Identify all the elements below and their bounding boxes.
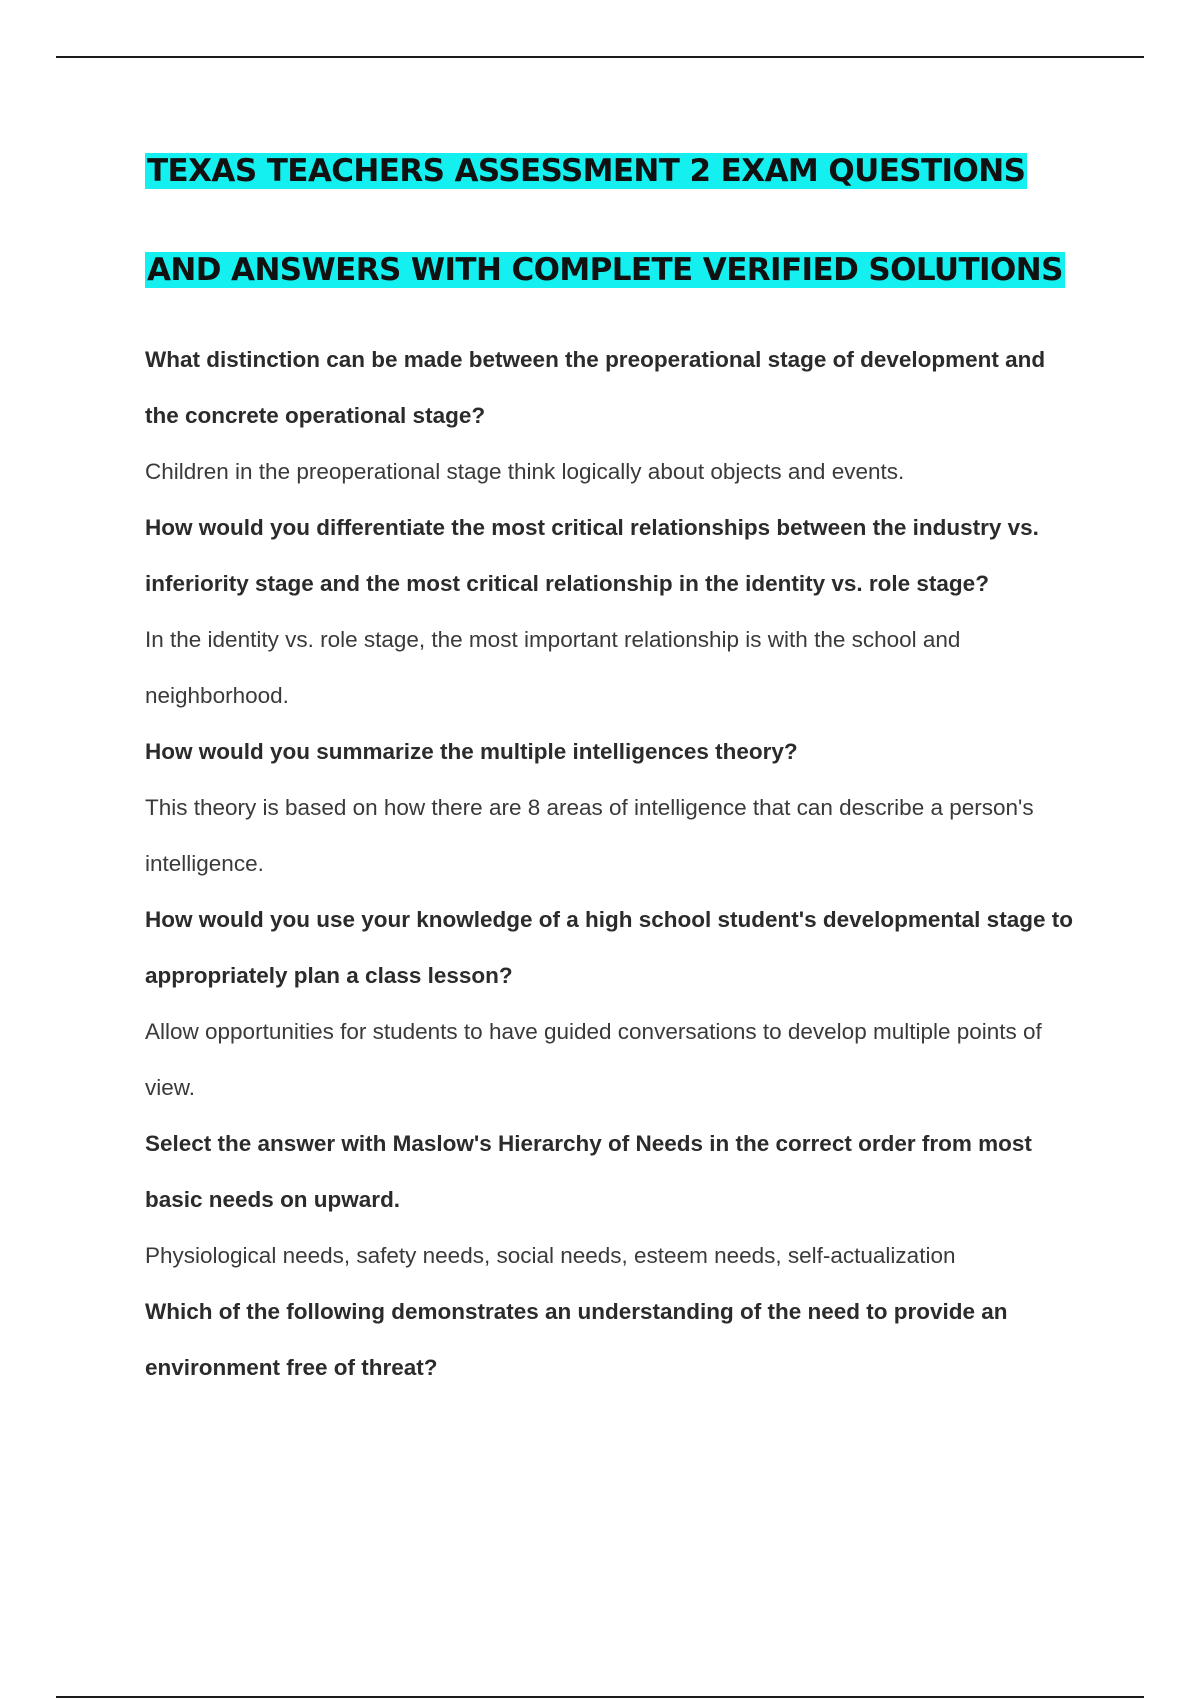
qa-list — [145, 332, 1085, 1396]
answer-2: In the identity vs. role stage, the most important relationship is with the school and neighborhood. — [145, 627, 961, 708]
question-2: How would you differentiate the most critical relationships between the industry vs. inferiority stage and the most critical relationship in the identity vs. role stage? — [145, 515, 1039, 596]
answer-1: Children in the preoperational stage think logically about objects and events. — [145, 459, 905, 484]
question-3: How would you summarize the multiple intelligences theory? — [145, 739, 798, 764]
question-1: What distinction can be made between the preoperational stage of development and the concrete operational stage? — [145, 347, 1046, 428]
question-4: How would you use your knowledge of a high school student's developmental stage to appropriately plan a class lesson? — [145, 907, 1073, 988]
answer-3: This theory is based on how there are 8 areas of intelligence that can describe a person's intelligence. — [145, 795, 1034, 876]
title-highlight: TEXAS TEACHERS ASSESSMENT 2 EXAM QUESTIONS — [147, 153, 1026, 189]
answer-4: Allow opportunities for students to have guided conversations to develop multiple points of view. — [145, 1019, 1042, 1100]
header-rule — [56, 56, 1144, 58]
answer-5: Physiological needs, safety needs, social needs, esteem needs, self-actualization — [145, 1243, 956, 1268]
title-highlight: AND ANSWERS WITH COMPLETE VERIFIED SOLUTIONS — [147, 252, 1063, 288]
document-title-line-1 — [145, 147, 1027, 195]
question-6: Which of the following demonstrates an understanding of the need to provide an environment free of threat? — [145, 1299, 1008, 1380]
footer-rule — [56, 1696, 1144, 1698]
question-5: Select the answer with Maslow's Hierarchy of Needs in the correct order from most basic needs on upward. — [145, 1131, 1032, 1212]
document-title-line-2 — [145, 246, 1065, 294]
